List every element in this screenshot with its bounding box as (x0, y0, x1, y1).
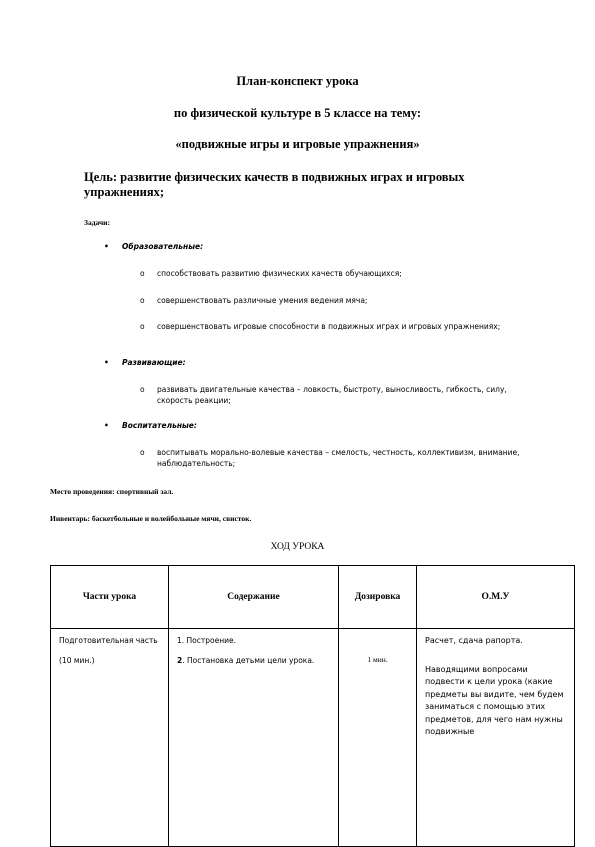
task-item (140, 268, 540, 279)
circle-bullet-icon: o (140, 385, 145, 394)
task-group-educational (104, 242, 203, 251)
task-item-text: совершенствовать игровые способности в подвижных играх и игровых упражнениях; (157, 322, 501, 331)
bullet-icon: • (104, 358, 109, 367)
task-group-label: Развивающие: (122, 358, 186, 367)
circle-bullet-icon: o (140, 322, 145, 331)
bullet-icon: • (104, 421, 109, 430)
cell-lesson-part (51, 629, 169, 847)
task-item (140, 295, 540, 306)
task-item (140, 384, 540, 406)
task-group-label: Образовательные: (122, 242, 204, 251)
task-item (140, 321, 540, 332)
title-line-3: «подвижные игры и игровые упражнения» (175, 137, 420, 151)
cell-dosage (339, 629, 417, 847)
lesson-part-time: (10 мин.) (59, 656, 95, 665)
content-step-1: 1. Построение. (177, 636, 237, 645)
header-dosage: Дозировка (339, 566, 417, 629)
circle-bullet-icon: o (140, 448, 145, 457)
content-step-2-number: 2 (177, 656, 183, 665)
lesson-plan-table (50, 565, 575, 847)
bullet-icon: • (104, 242, 109, 251)
lesson-goal: Цель: развитие физических качеств в подвижных играх и игровых упражнениях; (84, 170, 465, 199)
task-item-text: способствовать развитию физических качеств обучающихся; (157, 269, 402, 278)
task-item-text: воспитывать морально-волевые качества – смелость, честность, коллективизм, внимание, наблюдательность; (157, 448, 520, 468)
header-omu: О.М.У (417, 566, 575, 629)
task-group-developing (104, 358, 186, 367)
header-lesson-parts: Части урока (51, 566, 169, 629)
task-group-label: Воспитательные: (122, 421, 197, 430)
table-row (51, 629, 575, 847)
cell-omu (417, 629, 575, 847)
header-content: Содержание (169, 566, 339, 629)
lesson-progress-heading: ХОД УРОКА (270, 542, 325, 552)
content-step-2-text: . Постановка детьми цели урока. (182, 656, 315, 665)
task-item-text: развивать двигательные качества – ловкость, быстроту, выносливость, гибкость, силу, скорость реакции; (157, 385, 507, 405)
title-line-2: по физической культуре в 5 классе на тему: (173, 106, 422, 120)
task-item-text: совершенствовать различные умения ведения мяча; (157, 296, 368, 305)
dosage-value: 1 мин. (367, 655, 388, 664)
task-group-upbringing (104, 421, 197, 430)
task-item (140, 447, 540, 469)
cell-content (169, 629, 339, 847)
table-header-row (51, 566, 575, 629)
tasks-label: Задачи: (84, 218, 111, 227)
title-line-1: План-конспект урока (236, 74, 359, 88)
lesson-inventory: Инвентарь: баскетбольные и волейбольные мячи, свисток. (50, 514, 252, 523)
lesson-part-name: Подготовительная часть (59, 636, 158, 645)
content-step-2 (177, 655, 330, 666)
omu-note-1: Расчет, сдача рапорта. (425, 636, 523, 645)
omu-note-2: Наводящими вопросами подвести к цели урока (какие предметы вы видите, чем будем заниматься с помощью этих предметов, для чего нам нужны подвижные (425, 664, 564, 736)
circle-bullet-icon: o (140, 296, 145, 305)
circle-bullet-icon: o (140, 269, 145, 278)
lesson-place: Место проведения: спортивный зал. (50, 487, 174, 496)
